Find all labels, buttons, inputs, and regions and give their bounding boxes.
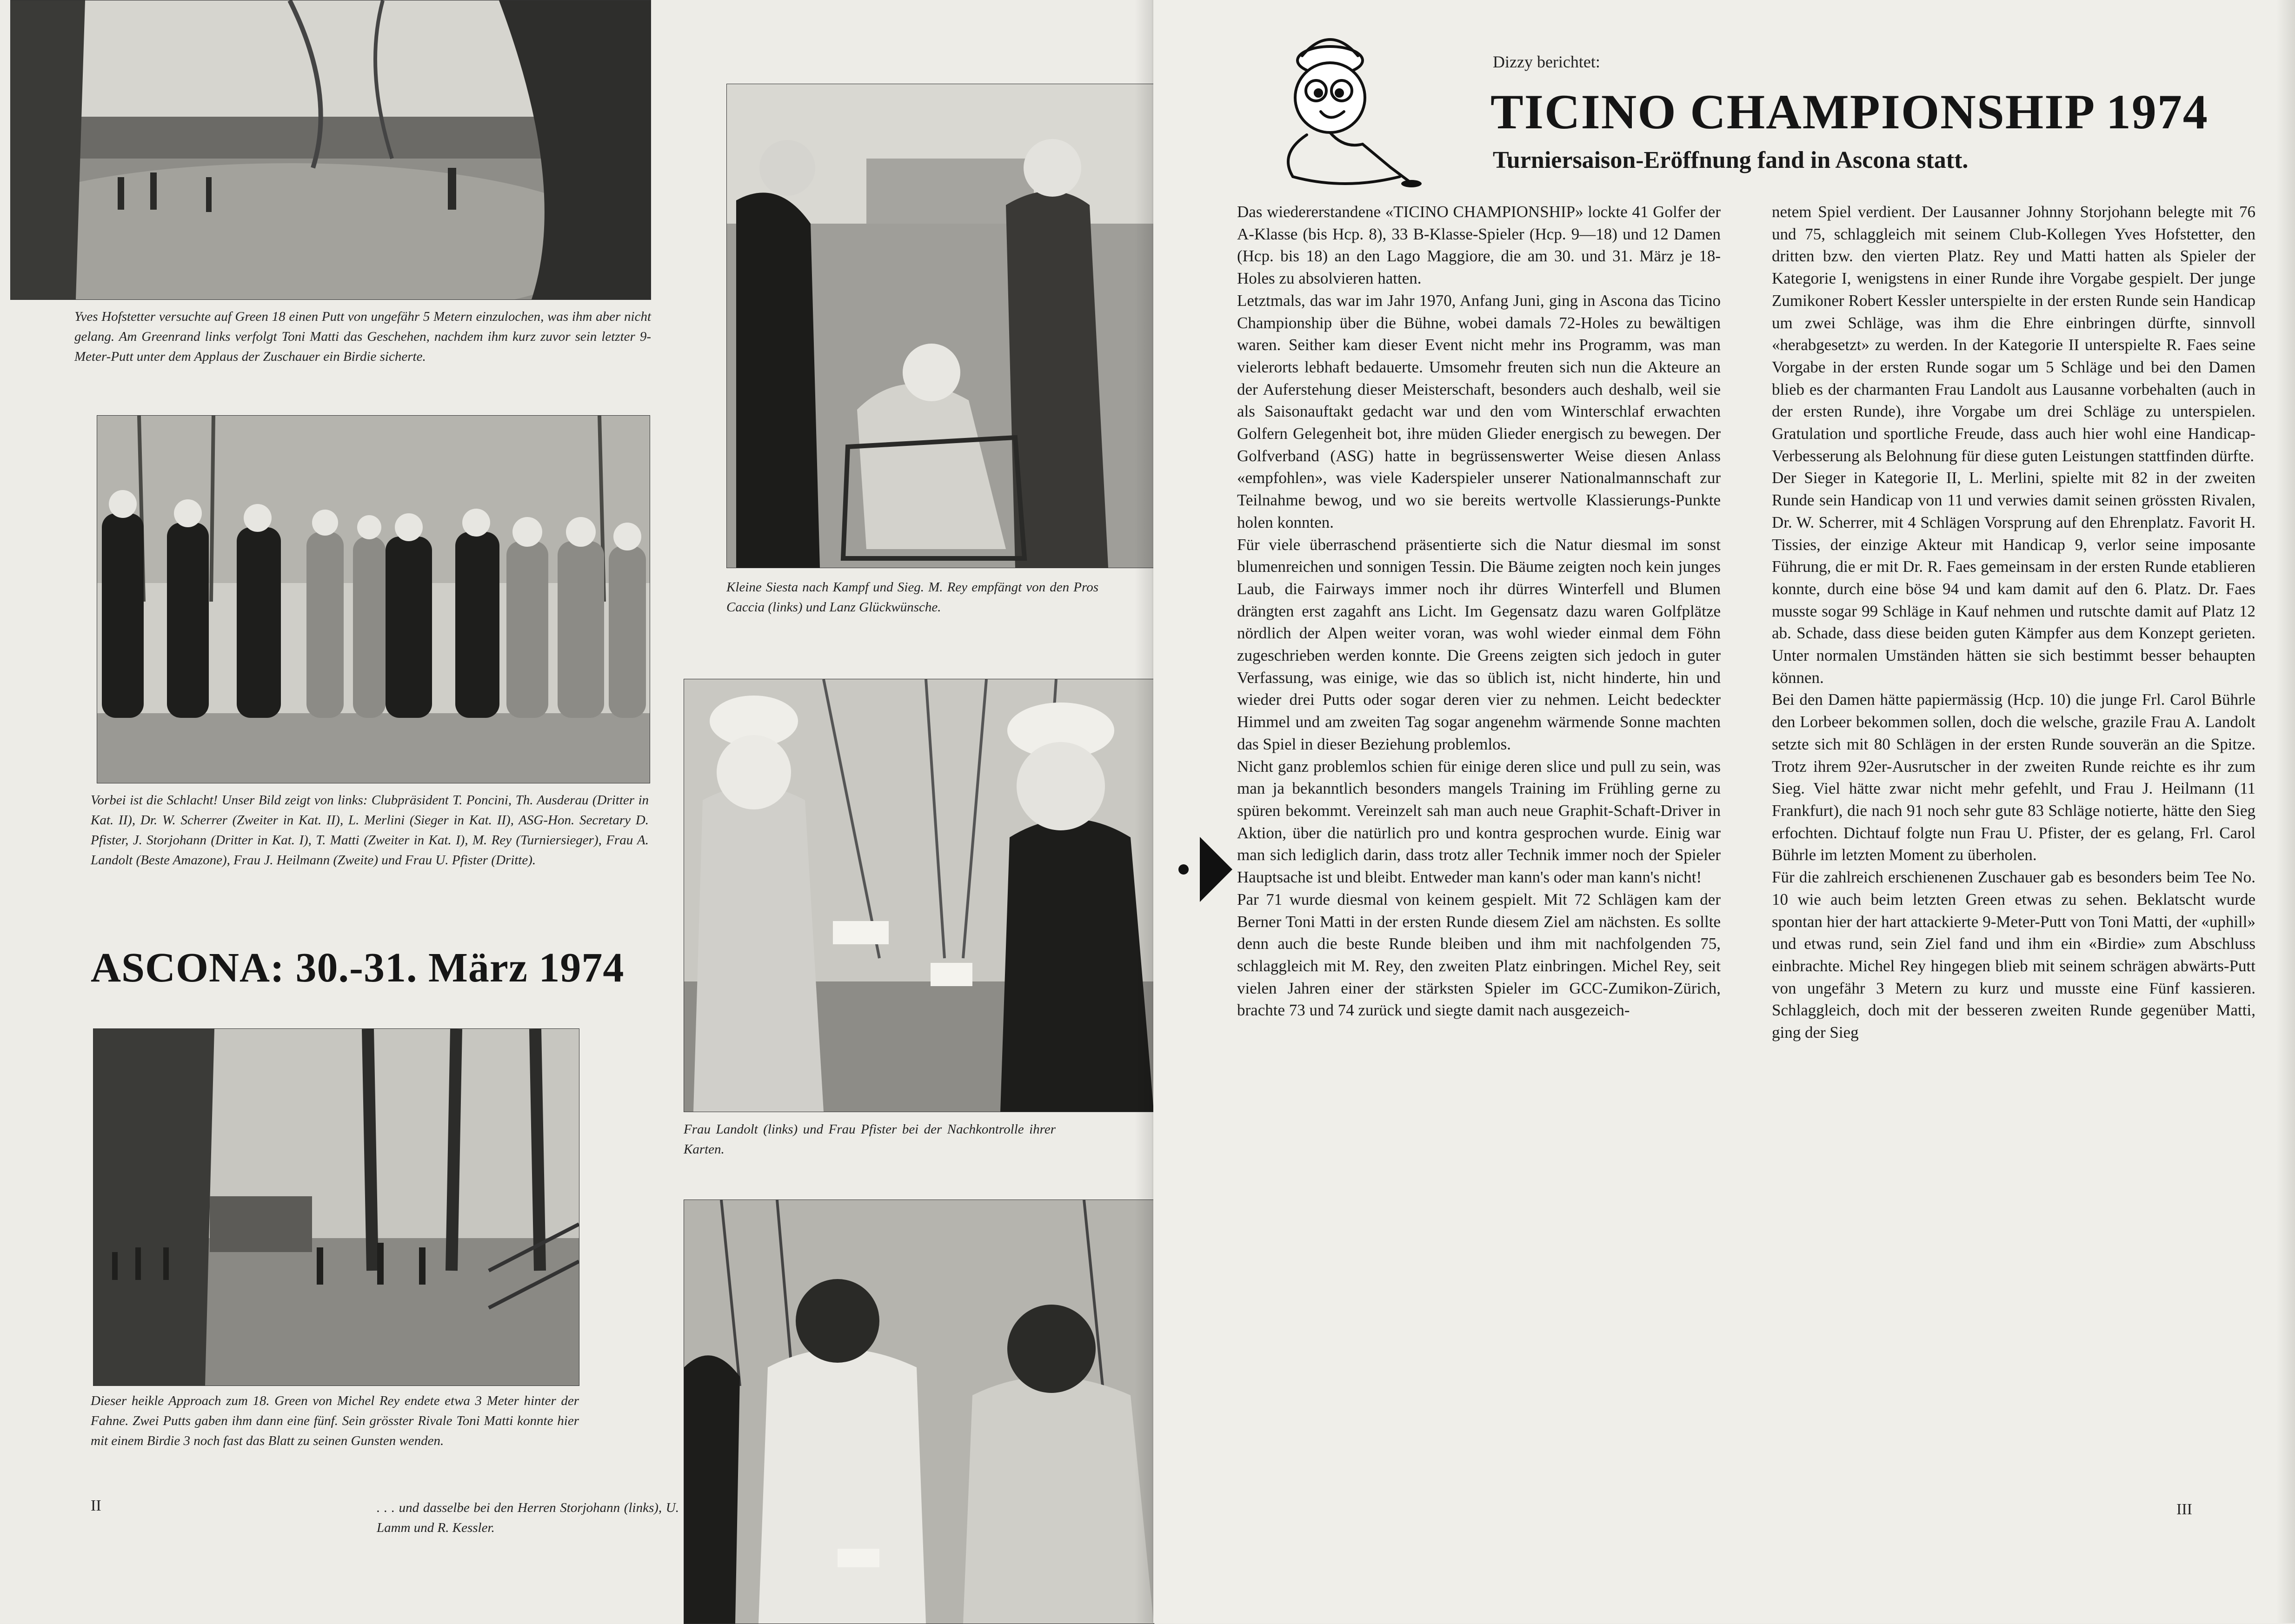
caption-photo6: . . . und dasselbe bei den Herren Storjohann (links), U. Lamm und R. Kessler. bbox=[377, 1500, 679, 1535]
photo-landolt-pfister-cards bbox=[684, 679, 1154, 1112]
article-subtitle: Turniersaison-Eröffnung fand in Ascona statt. bbox=[1493, 147, 1969, 173]
photo-siesta-rey bbox=[726, 84, 1154, 568]
article-column-1 bbox=[1237, 201, 1721, 1021]
caption-photo4: Frau Landolt (links) und Frau Pfister bei der Nachkontrolle ihrer Karten. bbox=[684, 1122, 1056, 1157]
col1-paragraph: Par 71 wurde diesmal von keinem gespielt. Mit 72 Schlägen kam der Berner Toni Matti in der ersten Runde diesem Ziel am nächsten. Es sollte denn auch die beste Runde bleiben und ihm mit nachfolgenden 75, schlaggleich mit M. Rey, den zweiten Platz einbringen. Michel Rey, seit vielen Jahren einer der stärksten Spieler im GCC-Zumikon-Zürich, brachte 73 und 74 zurück und siegte damit nach ausgezeich- bbox=[1237, 890, 1721, 1020]
caption-photo1: Yves Hofstetter versuchte auf Green 18 einen Putt von ungefähr 5 Metern einzulochen, was ihm aber nicht gelang. Am Greenrand links verfolgt Toni Matti das Geschehen, nachdem ihm kurz zuvor sein letzter 9-Meter-Putt unter dem Applaus der Zuschauer ein Birdie sicherte. bbox=[74, 309, 651, 364]
photo-prize-winners-group bbox=[97, 415, 650, 783]
col2-paragraph: netem Spiel verdient. Der Lausanner Johnny Storjohann belegte mit 76 und 75, schlaggleich mit seinem Club-Kollegen Yves Hofstetter, den dritten bzw. den vierten Platz. Rey und Matti hatten als Spieler der Kategorie I, wenigstens in einer Runde ihre Vorgabe gespielt. Der junge Zumikoner Robert Kessler unterspielte in der ersten Runde sein Handicap um zwei Schläge, was ihm die Ehre einbringen dürfte, sinnvoll «herabgesetzt» zu werden. In der Kategorie II unterspielte R. Faes seine Vorgabe in der ersten Runde sogar um 5 Schläge und bei den Damen blieb es der charmanten Frau Landolt aus Lausanne vorbehalten (auch in der ersten Runde), ihre Vorgabe um drei Schläge zu unterspielen. Gratulation und sportliche Freude, dass auch hier wohl eine Handicap-Verbesserung als Belohnung für diese guten Leistungen stattfinden dürfte. bbox=[1772, 203, 2255, 465]
col1-paragraph: Für viele überraschend präsentierte sich die Natur diesmal im sonst blumenreichen und sonnigen Tessin. Die Bäume zeigten noch kein junges Laub, die Fairways immer noch ihr dürres Winterfell und Blumen drängten erst zagahft ans Licht. Im Gegensatz dazu waren Golfplätze nördlich der Alpen weiter voran, was wohl wieder einmal dem Föhn zugeschrieben werden konnte. Die Greens zeigten sich jedoch in guter Verfassung, was einige, wie das so üblich ist, nicht hinderte, hin und wieder drei Putts oder sogar deren vier zu nehmen. Leicht bedeckter Himmel und am zweiten Tag sogar angenehm wärmende Sonne machten das Spiel in dieser Beziehung problemlos. bbox=[1237, 535, 1721, 753]
page-number-left: II bbox=[91, 1497, 101, 1514]
page-number-right: III bbox=[2176, 1501, 2192, 1518]
continuation-arrow-icon bbox=[1174, 832, 1239, 907]
photo-storjohann-lamm-kessler bbox=[684, 1200, 1154, 1624]
col2-paragraph: Der Sieger in Kategorie II, L. Merlini, spielte mit 82 in der zweiten Runde sein Handicap von 11 und verwies damit seinen grössten Rivalen, Dr. W. Scherrer, mit 4 Schlägen Vorsprung auf den Ehrenplatz. Favorit H. Tissies, der einzige Akteur mit Handicap 9, verlor seine imposante Führung, die er mit Dr. R. Faes gemeinsam in der ersten Runde etablieren konnte, durch eine böse 94 und kam damit auf den 6. Platz. Dr. Faes musste sogar 99 Schläge in Kauf nehmen und rutschte damit auf Platz 12 ab. Schade, dass diese beiden guten Kämpfer aus dem Konzept gerieten. Unter normalen Umständen hätten sie sich bestimmt besser behaupten können. bbox=[1772, 469, 2255, 687]
col1-paragraph: Letztmals, das war im Jahr 1970, Anfang Juni, ging in Ascona das Ticino Championship über die Bühne, wobei damals 72-Holes zu bewältigen waren. Seither kam dieser Event nicht mehr ins Programm, was man vielerorts lebhaft bedauerte. Umsomehr freuten sich nun die Akteure an der Auferstehung dieser Meisterschaft, besonders auch deshalb, weil sie als Saisonauftakt gedacht war und den vom Winterschlaf erwachten Golfern Gelegenheit bot, ihre müden Glieder energisch zu bewegen. Der Golfverband (ASG) hatte in begrüssenswerter Weise diesen Anlass «empfohlen», was viele Kaderspieler unserer Nationalmannschaft zur Teilnahme bewog, und wo sie bereits wertvolle Klassierungs-Punkte holen konnten. bbox=[1237, 291, 1721, 531]
page-edge bbox=[2276, 0, 2295, 1623]
photo-green-18-putt bbox=[10, 0, 651, 300]
col2-paragraph: Bei den Damen hätte papiermässig (Hcp. 10) die junge Frl. Carol Bührle den Lorbeer bekommen sollen, doch die welsche, grazile Frau A. Landolt setzte sich mit 80 Schlägen in der ersten Runde souverän an die Spitze. Trotz ihrem 92er-Ausrutscher in der zweiten Runde reichte es ihr zum Sieg. Viel hätte zwar nicht mehr gefehlt, und Frau J. Heilmann (11 Frankfurt), die nach 91 noch sehr gute 83 Schläge notierte, hätte den Sieg erfochten. Dichtauf folgte nun Frau U. Pfister, der es gelang, Frl. Carol Bührle im letzten Moment zu überholen. bbox=[1772, 690, 2255, 864]
article-title: TICINO CHAMPIONSHIP 1974 bbox=[1490, 85, 2209, 139]
col2-paragraph: Für die zahlreich erschienenen Zuschauer gab es besonders beim Tee No. 10 wie auch beim letzten Green etwas zu sehen. Beklatscht wurde spontan hier der hart attackierte 9-Meter-Putt von Toni Matti, der «uphill» und etwas rund, sein Ziel fand und ihm ein «Birdie» zum Abschluss einbrachte. Michel Rey hingegen blieb mit seinem schrägen abwärts-Putt von ungefähr 3 Metern zu kurz und musste eine Fünf kassieren. Schlaggleich, doch mit der besseren zweiten Runde gegenüber Matti, ging der Sieg bbox=[1772, 868, 2255, 1042]
article-kicker: Dizzy berichtet: bbox=[1493, 53, 1600, 71]
golfer-cartoon-icon bbox=[1251, 28, 1437, 195]
article-column-2 bbox=[1772, 201, 2255, 1044]
photo-approach-18th-green bbox=[93, 1028, 579, 1386]
caption-photo2: Vorbei ist die Schlacht! Unser Bild zeigt von links: Clubpräsident T. Poncini, Th. Ausderau (Dritter in Kat. II), Dr. W. Scherrer (Zweiter in Kat. II), L. Merlini (Sieger in Kat. II), ASG-Hon. Secretary D. Pfister, J. Storjohann (Dritter in Kat. I), T. Matti (Zweiter in Kat. I), M. Rey (Turniersieger), Frau A. Landolt (Beste Amazone), Frau J. Heilmann (Zweite) und Frau U. Pfister (Dritte). bbox=[91, 793, 649, 868]
col1-paragraph: Nicht ganz problemlos schien für einige deren slice und pull zu sein, was man ja bekanntlich besonders mangels Training im Frühling gerne zu spüren bekommt. Vereinzelt sah man auch neue Graphit-Schaft-Driver in Aktion, über die natürlich pro und kontra gesprochen wurde. Einig war man sich lediglich darin, dass trotz aller Technik immer noch der Spieler Hauptsache ist und bleibt. Entweder man kann's oder man kann's nicht! bbox=[1237, 757, 1721, 887]
ascona-date-headline: ASCONA: 30.-31. März 1974 bbox=[91, 945, 625, 991]
caption-photo3: Kleine Siesta nach Kampf und Sieg. M. Rey empfängt von den Pros Caccia (links) und Lanz Glückwünsche. bbox=[726, 580, 1098, 615]
caption-photo5: Dieser heikle Approach zum 18. Green von Michel Rey endete etwa 3 Meter hinter der Fahne. Zwei Putts gaben ihm dann eine fünf. Sein grösster Rivale Toni Matti konnte hier mit einem Birdie 3 noch fast das Blatt zu seinen Gunsten wenden. bbox=[91, 1393, 579, 1448]
col1-paragraph: Das wiedererstandene «TICINO CHAMPIONSHIP» lockte 41 Golfer der A-Klasse (bis Hcp. 8), 33 B-Klasse-Spieler (Hcp. 9—18) und 12 Damen (Hcp. bis 18) an den Lago Maggiore, die am 30. und 31. März je 18-Holes zu absolvieren hatten. bbox=[1237, 203, 1721, 288]
